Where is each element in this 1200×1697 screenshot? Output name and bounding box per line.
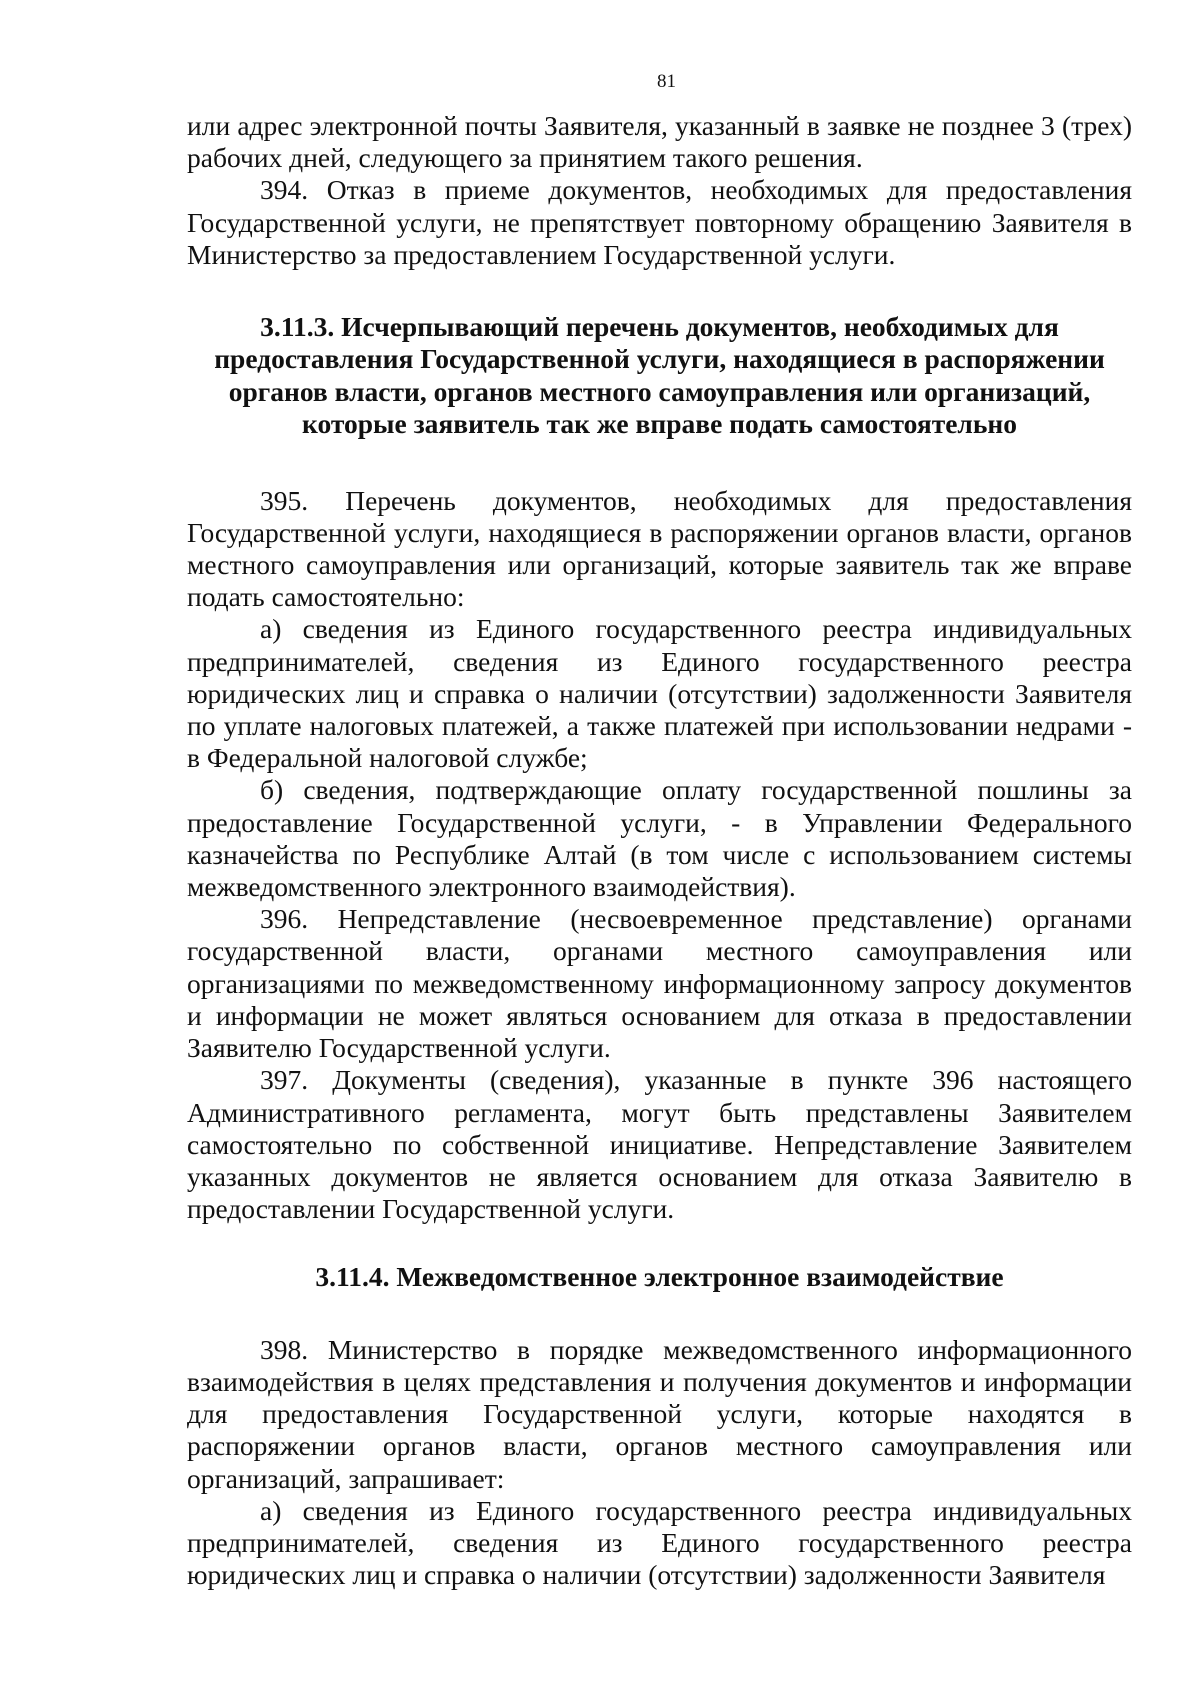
paragraph-394: 394. Отказ в приеме документов, необходимых для предоставления Государственной услуги, не препятствует повторному обращению Заявителя в Министерство за предоставлением Государственной услуги. (187, 174, 1132, 270)
document-page (187, 68, 1132, 1591)
heading-line: органов власти, органов местного самоуправления или организаций, (228, 375, 1091, 407)
paragraph-398: 398. Министерство в порядке межведомственного информационного взаимодействия в целях представления и получения документов и информации для предоставления Государственной услуги, которые находятся в распоряжении органов власти, органов местного самоуправления или организаций, запрашивает: (187, 1333, 1132, 1494)
heading-line: предоставления Государственной услуги, находящиеся в распоряжении (214, 343, 1105, 375)
spacer (187, 1225, 1132, 1261)
section-heading-3-11-3 (187, 311, 1132, 441)
page-number: 81 (657, 71, 676, 92)
paragraph-continuation: или адрес электронной почты Заявителя, указанный в заявке не позднее 3 (трех) рабочих дней, следующего за принятием такого решения. (187, 110, 1132, 174)
paragraph-397: 397. Документы (сведения), указанные в пункте 396 настоящего Административного регламента, могут быть представлены Заявителем самостоятельно по собственной инициативе. Непредставление Заявителем указанных документов не является основанием для отказа Заявителю в предоставлении Государственной услуги. (187, 1064, 1132, 1225)
paragraph-395-a: а) сведения из Единого государственного реестра индивидуальных предпринимателей, сведения из Единого государственного реестра юридических лиц и справка о наличии (отсутствии) задолженности Заявителя по уплате налоговых платежей, а также платежей при использовании недрами - в Федеральной налоговой службе; (187, 613, 1132, 774)
spacer (187, 271, 1132, 311)
heading-line: которые заявитель так же вправе подать самостоятельно (301, 408, 1017, 440)
paragraph-396: 396. Непредставление (несвоевременное представление) органами государственной власти, органами местного самоуправления или организациями по межведомственному информационному запросу документов и информации не может являться основанием для отказа в предоставлении Заявителю Государственной услуги. (187, 903, 1132, 1064)
heading-line: 3.11.3. Исчерпывающий перечень документов, необходимых для (260, 311, 1059, 343)
spacer (187, 441, 1132, 485)
paragraph-398-a: а) сведения из Единого государственного реестра индивидуальных предпринимателей, сведения из Единого государственного реестра юридических лиц и справка о наличии (отсутствии) задолженности Заявителя (187, 1494, 1132, 1591)
heading-line: 3.11.4. Межведомственное электронное взаимодействие (315, 1261, 1004, 1293)
paragraph-395-b: б) сведения, подтверждающие оплату государственной пошлины за предоставление Государственной услуги, - в Управлении Федерального казначейства по Республике Алтай (в том числе с использованием системы межведомственного электронного взаимодействия). (187, 774, 1132, 903)
spacer (187, 1294, 1132, 1334)
paragraph-395: 395. Перечень документов, необходимых для предоставления Государственной услуги, находящиеся в распоряжении органов власти, органов местного самоуправления или организаций, которые заявитель так же вправе подать самостоятельно: (187, 484, 1132, 613)
section-heading-3-11-4 (187, 1261, 1132, 1293)
